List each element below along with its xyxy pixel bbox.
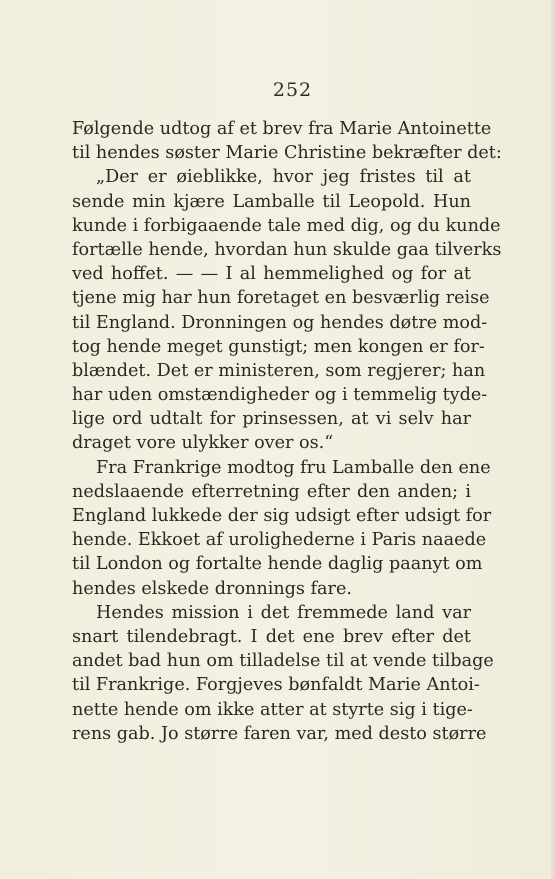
text-line: nette hende om ikke atter at styrte sig i tige-: [72, 699, 473, 720]
text-line: lige ord udtalt for prinsessen, at vi selv har: [72, 409, 471, 430]
text-line: til Frankrige. Forgjeves bønfaldt Marie Antoi-: [72, 675, 480, 696]
page-number: 252: [272, 79, 313, 101]
text-line: draget vore ulykker over os.“: [72, 433, 334, 454]
text-line: har uden omstændigheder og i temmelig tyde-: [72, 385, 488, 406]
text-line: til London og fortalte hende daglig paanyt om: [72, 554, 483, 575]
text-line: kunde i forbigaaende tale med dig, og du kunde: [72, 215, 501, 236]
text-line: hendes elskede dronnings fare.: [72, 578, 352, 599]
text-line: England lukkede der sig udsigt efter udsigt for: [72, 506, 492, 526]
text-line: fortælle hende, hvordan hun skulde gaa tilverks: [72, 239, 502, 260]
text-line: hende. Ekkoet af urolighederne i Paris naaede: [72, 530, 487, 551]
text-line: snart tilendebragt. I det ene brev efter det: [72, 626, 471, 647]
text-line: nedslaaende efterretning efter den anden; i: [72, 481, 471, 502]
text-line: tog hende meget gunstigt; men kongen er for-: [72, 336, 485, 357]
text-line: ved hoffet. — — I al hemmelighed og for at: [72, 264, 471, 285]
text-line: til hendes søster Marie Christine bekræfter det:: [72, 143, 502, 164]
body-text: [72, 117, 502, 746]
text-line: Følgende udtog af et brev fra Marie Antoinette: [72, 119, 492, 139]
text-line: til England. Dronningen og hendes døtre mod-: [72, 312, 488, 333]
text-line: „Der er øieblikke, hvor jeg fristes til at: [96, 167, 471, 188]
text-line: andet bad hun om tilladelse til at vende tilbage: [72, 651, 494, 672]
text-line: rens gab. Jo større faren var, med desto større: [72, 723, 487, 744]
text-line: blændet. Det er ministeren, som regjerer; han: [72, 360, 486, 381]
text-line: Fra Frankrige modtog fru Lamballe den ene: [96, 457, 491, 478]
page-edge: [551, 0, 555, 879]
text-line: sende min kjære Lamballe til Leopold. Hun: [72, 191, 471, 212]
text-line: Hendes mission i det fremmede land var: [96, 602, 471, 623]
text-line: tjene mig har hun foretaget en besværlig reise: [72, 288, 490, 309]
